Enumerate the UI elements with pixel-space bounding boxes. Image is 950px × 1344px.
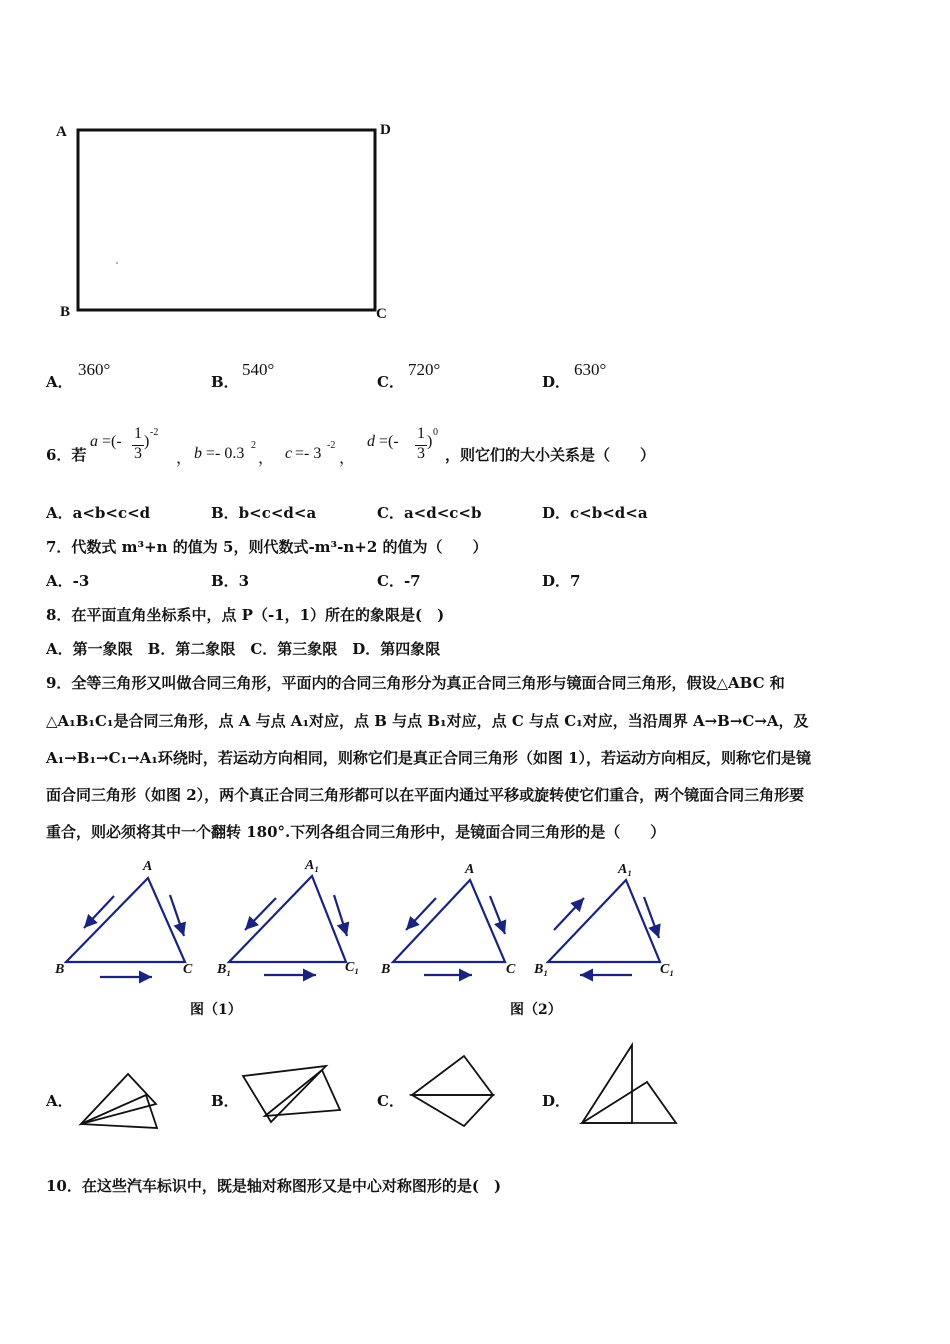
- q6-number: 6．若: [46, 446, 87, 464]
- q7-option-d: D．7: [542, 572, 581, 590]
- vertex-label-d: D: [380, 122, 391, 138]
- q5-option-a-value: 360°: [78, 360, 111, 379]
- q9-line-2: △A₁B₁C₁是合同三角形，点 A 与点 A₁对应，点 B 与点 B₁对应，点 C 与点 C₁对应，当沿周界 A→B→C→A，及: [46, 712, 809, 730]
- q6-d-expression: d =(- 1 3 ) 0: [367, 425, 438, 462]
- q8-stem: 8．在平面直角坐标系中，点 P（-1，1）所在的象限是( ): [46, 606, 445, 624]
- q9-line-1: 9．全等三角形又叫做合同三角形，平面内的合同三角形分为真正合同三角形与镜面合同三角形，假设△ABC 和: [46, 674, 785, 692]
- q7-option-c: C．-7: [377, 572, 421, 590]
- fig2-label-a: A: [465, 862, 475, 877]
- q8-options: A．第一象限 B．第二象限 C．第三象限 D．第四象限: [46, 640, 441, 658]
- fig2-label-c1: C₁: [660, 962, 675, 977]
- q5-option-a-letter: A．: [46, 373, 73, 391]
- q6-option-c: C．a<d<c<b: [377, 504, 482, 522]
- q7-option-a: A．-3: [46, 572, 90, 590]
- vertex-label-c: C: [376, 306, 387, 322]
- q6-b-expression: ， b =- 0.3 2 ，: [176, 440, 275, 467]
- q5-option-b-letter: B．: [211, 373, 239, 391]
- vertex-label-b: B: [60, 304, 71, 320]
- q9-option-d-letter: D．: [542, 1092, 571, 1110]
- fig2-label-c: C: [506, 962, 516, 977]
- q6-option-b: B．b<c<d<a: [211, 504, 317, 522]
- q9-line-3: A₁→B₁→C₁→A₁环绕时，若运动方向相同，则称它们是真正合同三角形（如图 1），若运动方向相反，则称它们是镜: [46, 749, 812, 767]
- fig2-label-a1: A₁: [618, 862, 633, 877]
- q5-option-d-value: 630°: [574, 360, 607, 379]
- fig1-label-c: C: [183, 962, 193, 977]
- fig1-label-b1: B₁: [217, 962, 232, 977]
- q6-a-expression: a =(- 1 3 ) -2: [90, 425, 159, 462]
- q5-option-b-value: 540°: [242, 360, 275, 379]
- q10-stem: 10．在这些汽车标识中，既是轴对称图形又是中心对称图形的是( ): [46, 1177, 502, 1195]
- q6-c-expression: c =- 3 -2 ，: [285, 440, 356, 467]
- q5-option-c-letter: C．: [377, 373, 404, 391]
- fig1-label-c1: C₁: [345, 960, 360, 975]
- fig1-label-b: B: [55, 962, 65, 977]
- q7-stem: 7．代数式 m³+n 的值为 5，则代数式-m³-n+2 的值为（ ）: [46, 538, 488, 556]
- figure-caption-1: 图（1）: [190, 1002, 242, 1018]
- q9-option-c-letter: C．: [377, 1092, 404, 1110]
- q6-option-d: D．c<b<d<a: [542, 504, 648, 522]
- q9-option-a-letter: A．: [46, 1092, 73, 1110]
- q6-tail: ，则它们的大小关系是（ ）: [445, 446, 656, 464]
- q5-option-c-value: 720°: [408, 360, 441, 379]
- q7-option-b: B．3: [211, 572, 250, 590]
- fig1-label-a1: A₁: [305, 858, 320, 873]
- q9-line-4: 面合同三角形（如图 2），两个真正合同三角形都可以在平面内通过平移或旋转使它们重合，两个镜面合同三角形要: [46, 786, 805, 804]
- fig2-label-b: B: [381, 962, 391, 977]
- q9-line-5: 重合，则必须将其中一个翻转 180°.下列各组合同三角形中，是镜面合同三角形的是（ ）: [46, 823, 666, 841]
- fig2-label-b1: B₁: [534, 962, 549, 977]
- q6-option-a: A．a<b<c<d: [46, 504, 151, 522]
- q9-option-b-letter: B．: [211, 1092, 239, 1110]
- fig1-label-a: A: [143, 859, 153, 874]
- vertex-label-a: A: [56, 124, 67, 140]
- q5-option-d-letter: D．: [542, 373, 571, 391]
- figure-caption-2: 图（2）: [510, 1002, 562, 1018]
